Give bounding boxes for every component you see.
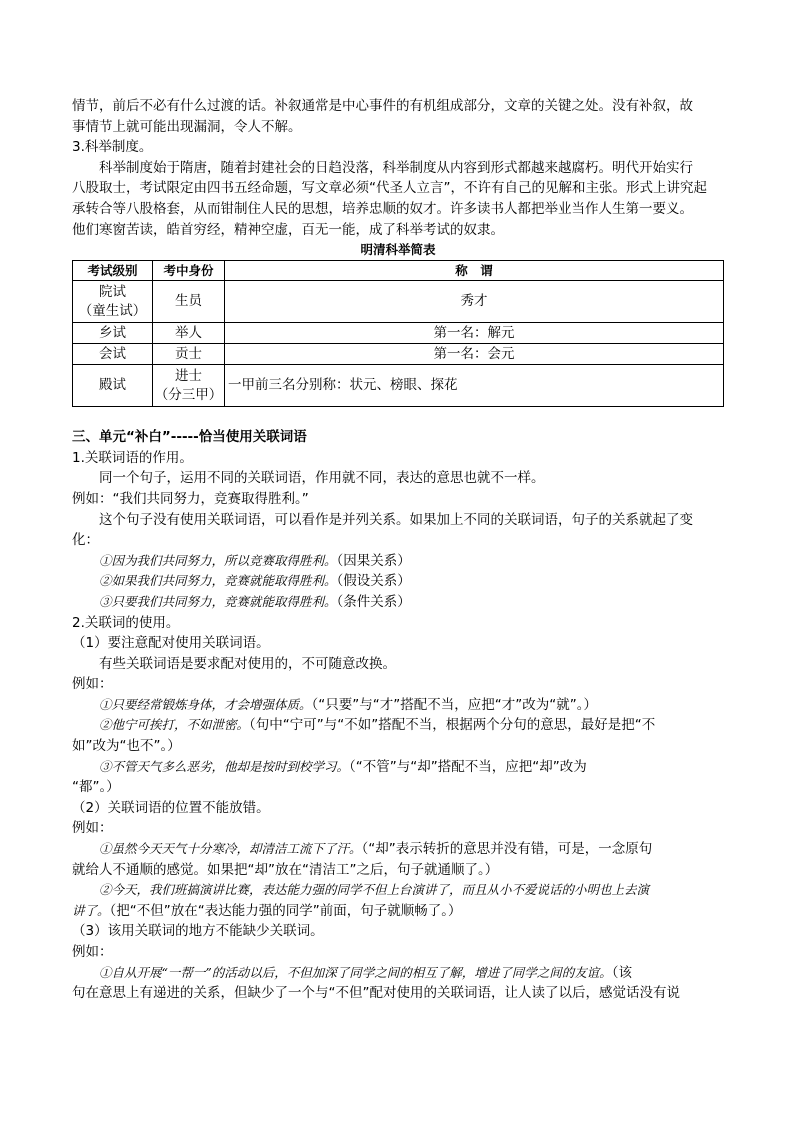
paragraph-line: 科举制度始于隋唐，随着封建社会的日趋没落，科举制度从内容到形式都越来越腐朽。明代开始实行 bbox=[99, 159, 693, 176]
exam-table bbox=[72, 260, 724, 407]
example-sentence: ②今天，我们班搞演讲比赛，表达能力强的同学不但上台演讲了，而且从小不爱说话的小明也上去演 bbox=[99, 882, 650, 898]
table-cell bbox=[153, 281, 225, 323]
table-cell: 会试 bbox=[73, 344, 153, 365]
explanation-cont: 如”改为“也不”。） bbox=[72, 738, 181, 755]
paragraph-line: 同一个句子，运用不同的关联词语，作用就不同，表达的意思也就不一样。 bbox=[99, 470, 545, 487]
table-cell bbox=[73, 281, 153, 323]
table-row bbox=[73, 323, 724, 344]
paragraph-line: 承转合等八股格套，从而钳制住人民的思想，培养忠顺的奴才。许多读书人都把举业当作人生第一要义。 bbox=[72, 200, 693, 217]
paragraph-line: 八股取士，考试限定由四书五经命题，写文章必须“代圣人立言”，不许有自己的见解和主张。形式上讲究起 bbox=[72, 180, 707, 197]
list-item bbox=[72, 963, 724, 984]
example-sentence: ①因为我们共同努力，所以竞赛取得胜利。 bbox=[99, 552, 337, 568]
paragraph-line: 情节，前后不必有什么过渡的话。补叙通常是中心事件的有机组成部分，文章的关键之处。没有补叙，故 bbox=[72, 98, 693, 114]
example-sentence: ①虽然今天天气十分寒冷，却清洁工流下了汗。 bbox=[99, 841, 362, 857]
col-header: 考中身份 bbox=[153, 261, 225, 281]
table-cell: 秀才 bbox=[225, 281, 724, 323]
explanation: （把“不但”放在“表达能力强的同学”前面，句子就顺畅了。） bbox=[109, 902, 462, 919]
list-item-cont bbox=[72, 901, 724, 922]
table-cell: 第一名：会元 bbox=[225, 344, 724, 365]
example-label: 例如： bbox=[72, 820, 113, 837]
section-title: 2.关联词的使用。 bbox=[72, 614, 180, 631]
explanation: （该 bbox=[611, 964, 633, 981]
list-item bbox=[72, 715, 724, 736]
subsection-title: （2）关联词语的位置不能放错。 bbox=[72, 799, 270, 816]
paragraph-line: 他们寒窗苦读，皓首穷经，精神空虚，百无一能，成了科举考试的奴隶。 bbox=[72, 221, 504, 238]
example-sentence: ①只要经常锻炼身体，才会增强体质。 bbox=[99, 696, 312, 712]
example-sentence: ③只要我们共同努力，竞赛就能取得胜利。 bbox=[99, 593, 337, 609]
subsection-title: （1）要注意配对使用关联词语。 bbox=[72, 635, 270, 652]
section-title: 3.科举制度。 bbox=[72, 139, 153, 156]
paragraph-line: 事情节上就可能出现漏洞，令人不解。 bbox=[72, 118, 302, 135]
list-item bbox=[72, 551, 724, 572]
example-sentence: 讲了。 bbox=[72, 902, 110, 918]
example-sentence: ①自从开展“一帮一”的活动以后，不但加深了同学之间的相互了解，增进了同学之间的友谊。 bbox=[99, 964, 612, 980]
table-cell: 殿试 bbox=[73, 365, 153, 407]
paragraph-line: 化： bbox=[72, 532, 99, 549]
example-label: 例如： bbox=[72, 944, 113, 960]
explanation: （“却”表示转折的意思并没有错，可是，一念原句 bbox=[361, 841, 653, 858]
explanation-cont: 就给人不通顺的感觉。如果把“却”放在“清洁工”之后，句子就通顺了。） bbox=[72, 861, 499, 878]
relation-note: （条件关系） bbox=[336, 593, 411, 610]
example-line: 例如：“我们共同努力，竞赛取得胜利。” bbox=[72, 490, 309, 507]
table-cell: 一甲前三名分别称：状元、榜眼、探花 bbox=[225, 365, 724, 407]
example-sentence: ②如果我们共同努力，竞赛就能取得胜利。 bbox=[99, 573, 337, 589]
subsection-title: （3）该用关联词的地方不能缺少关联词。 bbox=[72, 923, 324, 940]
list-item bbox=[72, 571, 724, 592]
list-item bbox=[72, 757, 724, 778]
cell-line: 生员 bbox=[175, 293, 202, 310]
table-row bbox=[73, 281, 724, 323]
explanation: （句中“宁可”与“不如”搭配不当，根据两个分句的意思，最好是把“不 bbox=[249, 717, 656, 734]
table-cell bbox=[153, 365, 225, 407]
paragraph-line: 这个句子没有使用关联词语，可以看作是并列关系。如果加上不同的关联词语，句子的关系就起了变 bbox=[99, 511, 693, 528]
explanation-cont: “都”。） bbox=[72, 779, 120, 796]
paragraph-line: 有些关联词语是要求配对使用的，不可随意改换。 bbox=[99, 655, 396, 672]
table-row bbox=[73, 344, 724, 365]
document-page bbox=[72, 96, 724, 1004]
table-caption: 明清科举简表 bbox=[360, 242, 436, 258]
cell-line: （分三甲） bbox=[154, 386, 223, 403]
example-sentence: ③不管天气多么恶劣，他却是按时到校学习。 bbox=[99, 758, 350, 774]
explanation-cont: 句在意思上有递进的关系，但缺少了一个与“不但”配对使用的关联词语，让人读了以后，感觉话没有说 bbox=[72, 985, 680, 1002]
example-sentence: ②他宁可挨打，不如泄密。 bbox=[99, 717, 250, 733]
table-cell: 举人 bbox=[153, 323, 225, 344]
col-header: 考试级别 bbox=[73, 261, 153, 281]
table-cell: 第一名：解元 bbox=[225, 323, 724, 344]
cell-line: 进士 bbox=[175, 367, 202, 384]
cell-line: 院试 bbox=[99, 283, 126, 300]
table-row bbox=[73, 365, 724, 407]
explanation: （“不管”与“却”搭配不当，应把“却”改为 bbox=[349, 758, 587, 775]
explanation: （“只要”与“才”搭配不当，应把“才”改为“就”。） bbox=[311, 696, 597, 713]
col-header: 称 谓 bbox=[225, 261, 724, 281]
list-item bbox=[72, 839, 724, 860]
list-item bbox=[72, 592, 724, 613]
relation-note: （假设关系） bbox=[336, 573, 411, 590]
section-title: 1.关联词语的作用。 bbox=[72, 449, 193, 466]
table-cell: 乡试 bbox=[73, 323, 153, 344]
part-heading: 三、单元“补白”-----恰当使用关联词语 bbox=[72, 429, 307, 446]
example-label: 例如： bbox=[72, 676, 113, 693]
list-item bbox=[72, 695, 724, 716]
cell-line: （童生试） bbox=[78, 302, 147, 319]
relation-note: （因果关系） bbox=[336, 552, 411, 569]
table-header-row bbox=[73, 261, 724, 281]
table-cell: 贡士 bbox=[153, 344, 225, 365]
